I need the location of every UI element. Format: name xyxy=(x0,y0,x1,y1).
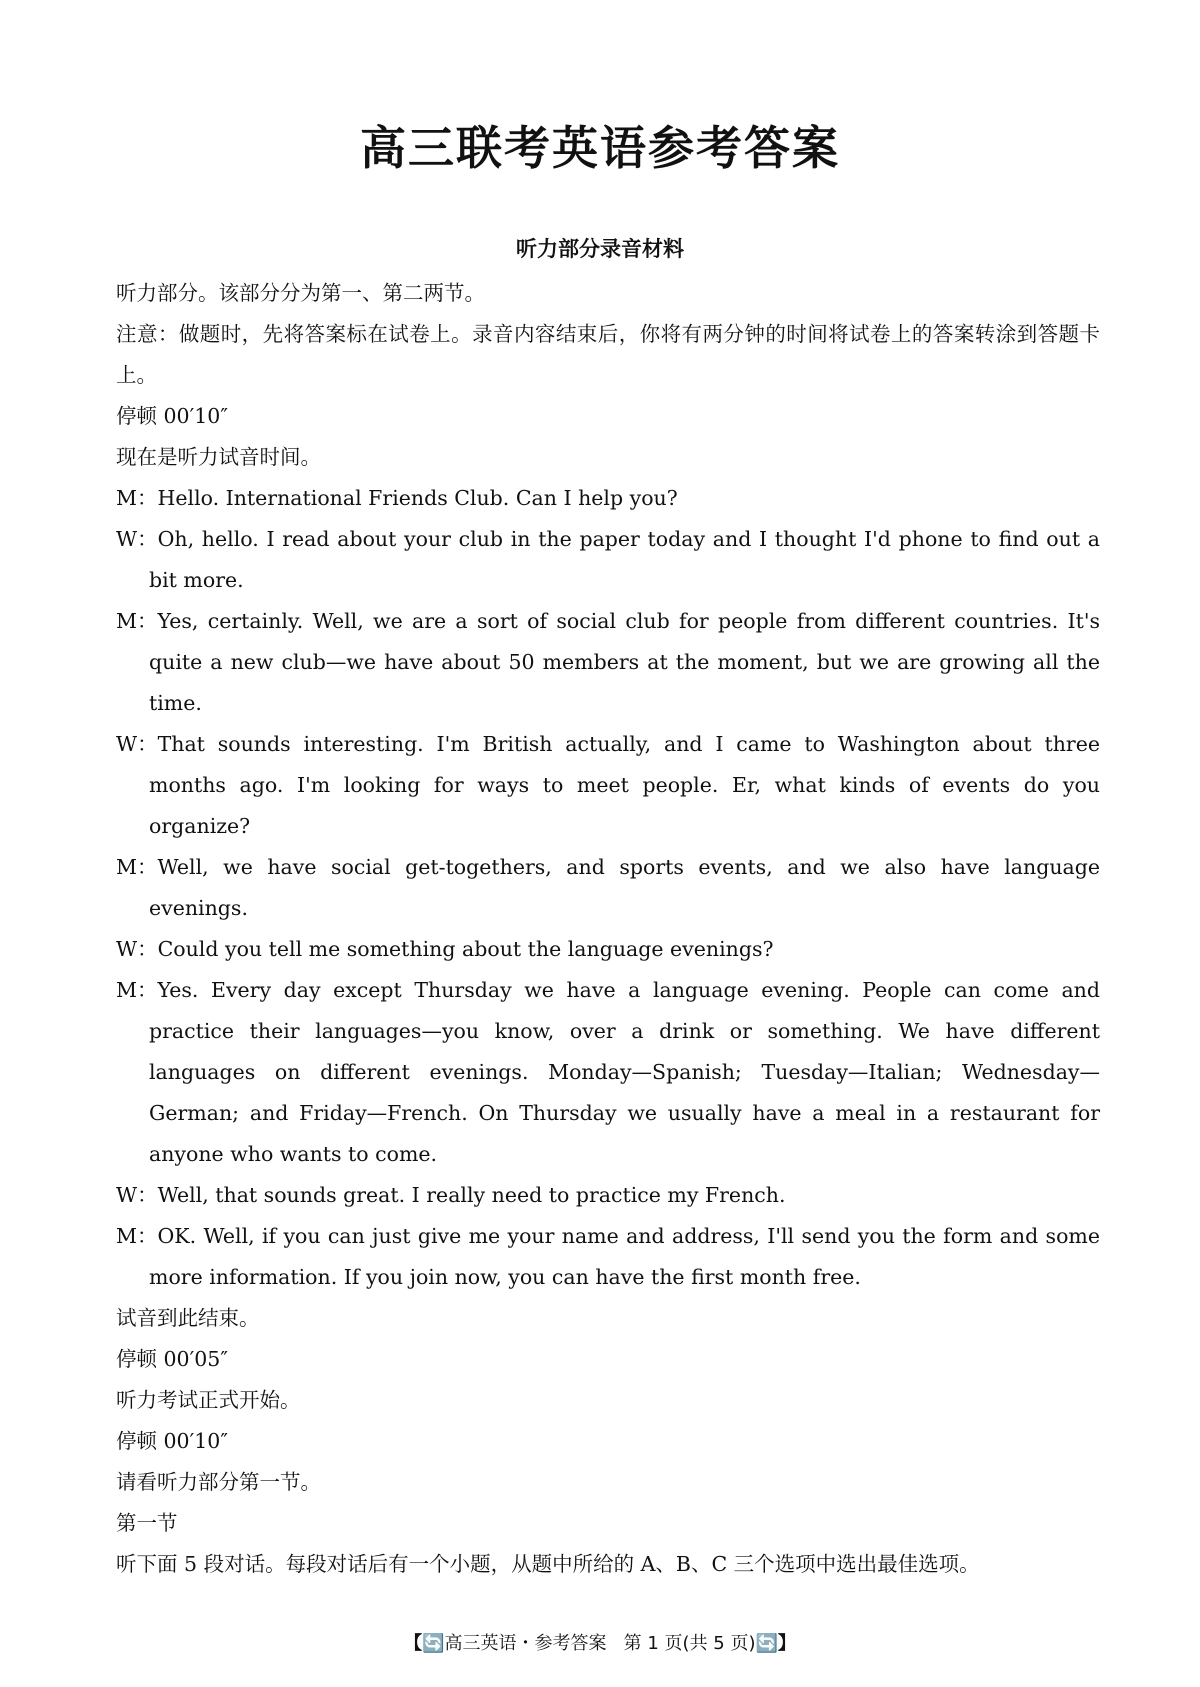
dialogue-line xyxy=(116,1175,1100,1216)
pause-line: 停顿 00′10″ xyxy=(116,404,228,428)
speaker-label: W： xyxy=(116,1183,158,1207)
footer-label: 高三英语・参考答案 xyxy=(444,1633,607,1654)
pause-line: 停顿 00′10″ xyxy=(116,1429,228,1453)
outro-line: 听力考试正式开始。 xyxy=(116,1388,301,1412)
intro-line: 注意：做题时，先将答案标在试卷上。录音内容结束后，你将有两分钟的时间将试卷上的答案转涂到答题卡上。 xyxy=(116,322,1100,387)
intro-line: 听力部分。该部分分为第一、第二两节。 xyxy=(116,281,485,305)
speaker-label: M： xyxy=(116,486,158,510)
dialogue-text: That sounds interesting. I'm British actually, and I came to Washington about three months ago. I'm looking for ways to meet people. Er, what kinds of events do you organize? xyxy=(149,732,1100,838)
dialogue-line xyxy=(116,478,1100,519)
dialogue-line xyxy=(116,724,1100,847)
page-footer xyxy=(0,1630,1200,1658)
dialogue-line xyxy=(116,1216,1100,1298)
dialogue-text: Hello. International Friends Club. Can I help you? xyxy=(157,486,678,510)
dialogue-text: Well, we have social get-togethers, and sports events, and we also have language evenings. xyxy=(149,855,1100,920)
dialogue-text: Yes, certainly. Well, we are a sort of social club for people from different countries. It's quite a new club—we have about 50 members at the moment, but we are growing all the time. xyxy=(149,609,1100,715)
section-heading: 第一节 xyxy=(116,1511,178,1535)
section-subtitle: 听力部分录音材料 xyxy=(516,237,684,261)
document-title: 高三联考英语参考答案 xyxy=(360,121,840,175)
instruction-line: 听下面 5 段对话。每段对话后有一个小题，从题中所给的 A、B、C 三个选项中选出最佳选项。 xyxy=(116,1552,980,1576)
footer-right-bracket: 】 xyxy=(777,1633,796,1654)
speaker-label: W： xyxy=(116,732,158,756)
page-number: 第 1 页(共 5 页) xyxy=(623,1633,756,1654)
dialogue-line xyxy=(116,847,1100,929)
dialogue-text: Could you tell me something about the language evenings? xyxy=(157,937,774,961)
footer-mark-icon: 🔄 xyxy=(422,1633,445,1654)
dialogue-line xyxy=(116,601,1100,724)
speaker-label: M： xyxy=(116,609,158,633)
speaker-label: M： xyxy=(116,978,158,1002)
dialogue-text: Oh, hello. I read about your club in the paper today and I thought I'd phone to find out a bit more. xyxy=(149,527,1100,592)
intro-line: 现在是听力试音时间。 xyxy=(116,445,321,469)
footer-mark-icon: 🔄 xyxy=(755,1633,778,1654)
speaker-label: W： xyxy=(116,937,158,961)
speaker-label: M： xyxy=(116,855,158,879)
dialogue-line xyxy=(116,929,1100,970)
document-body xyxy=(116,273,1100,1585)
dialogue-line xyxy=(116,519,1100,601)
speaker-label: W： xyxy=(116,527,158,551)
dialogue-line xyxy=(116,970,1100,1175)
dialogue-text: Well, that sounds great. I really need to practice my French. xyxy=(157,1183,786,1207)
outro-line: 试音到此结束。 xyxy=(116,1306,260,1330)
pause-line: 停顿 00′05″ xyxy=(116,1347,228,1371)
dialogue-text: OK. Well, if you can just give me your name and address, I'll send you the form and some more information. If you join now, you can have the first month free. xyxy=(149,1224,1100,1289)
footer-left-bracket: 【 xyxy=(404,1633,423,1654)
outro-line: 请看听力部分第一节。 xyxy=(116,1470,321,1494)
speaker-label: M： xyxy=(116,1224,158,1248)
dialogue-text: Yes. Every day except Thursday we have a language evening. People can come and practice their languages—you know, over a drink or something. We have different languages on different evenings. Monday—Spanish; Tuesday—Italian; Wednesday—German; and Friday—French. On Thursday we usually have a meal in a restaurant for anyone who wants to come. xyxy=(149,978,1100,1166)
